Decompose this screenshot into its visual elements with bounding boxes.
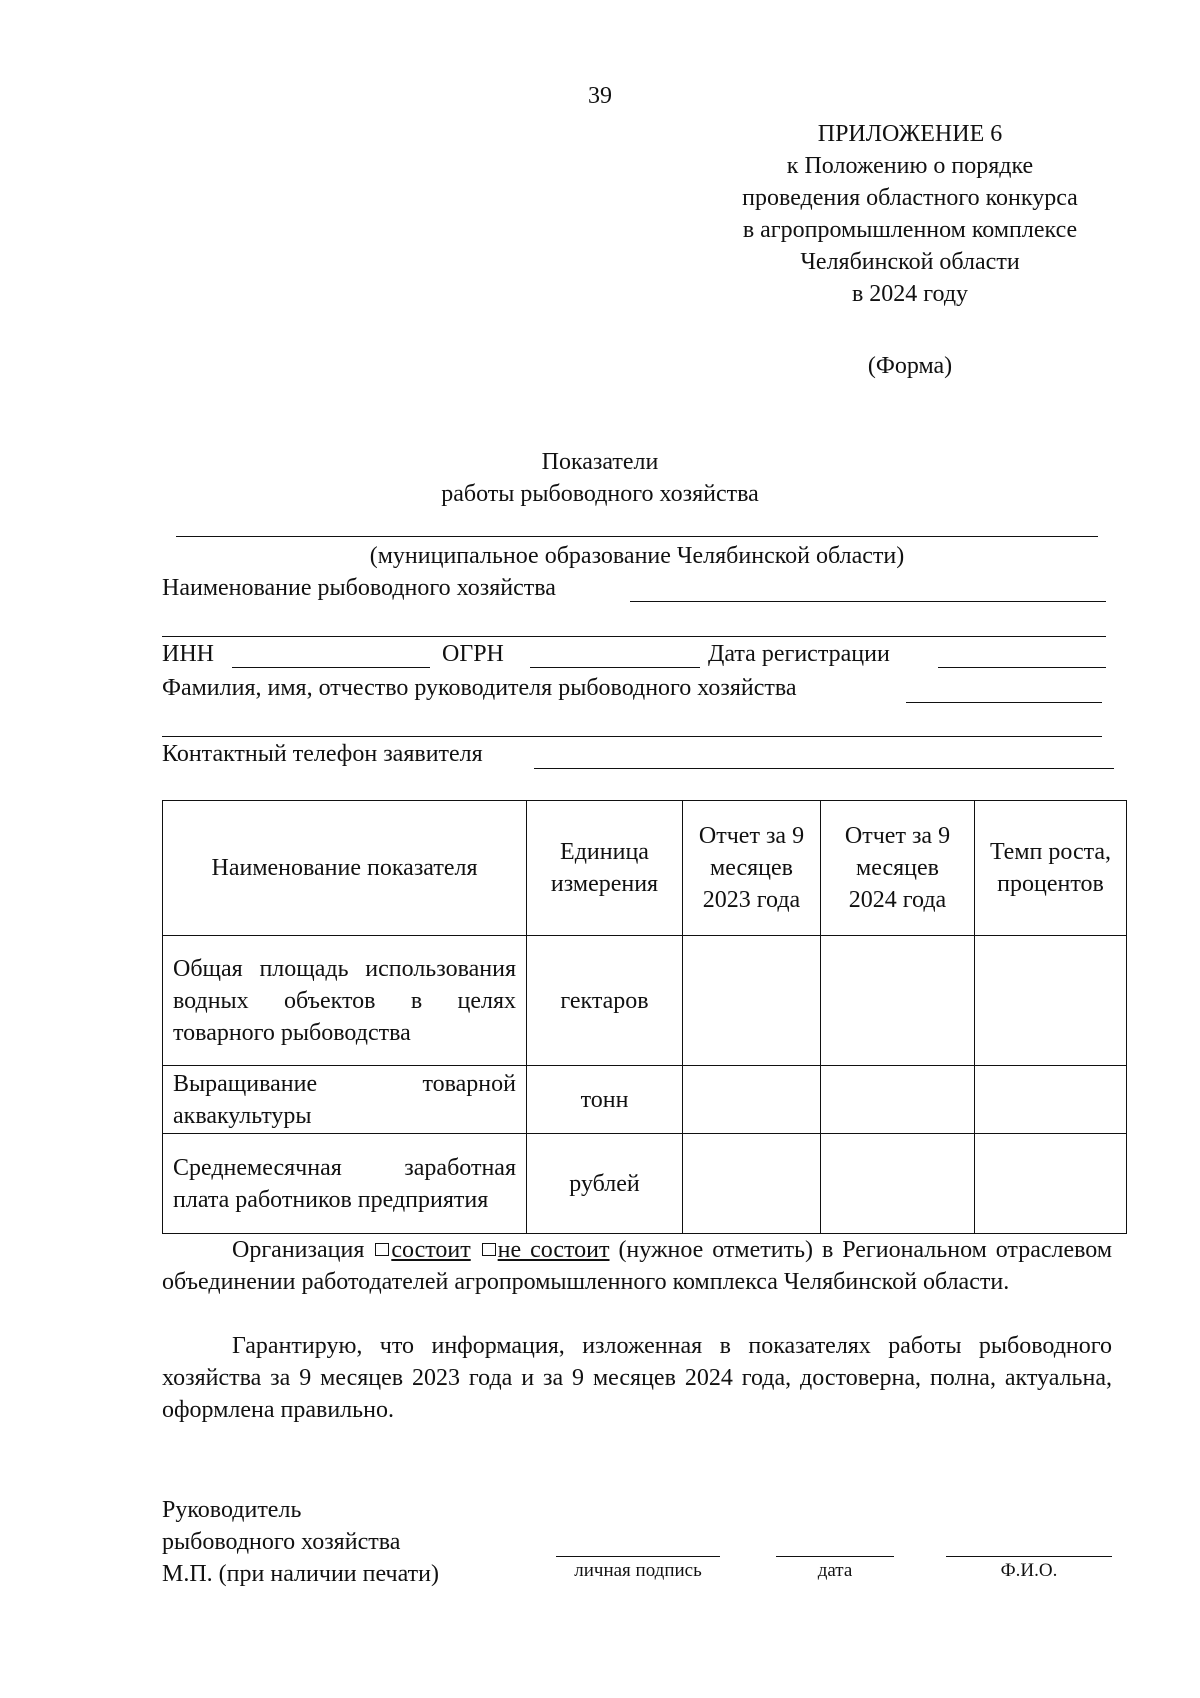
signature-caption: личная подпись — [574, 1560, 702, 1581]
checkbox-member[interactable] — [375, 1243, 389, 1256]
appendix-line: к Положению о порядке — [786, 153, 1034, 179]
ogrn-label: ОГРН — [442, 641, 504, 667]
indicator-name: Общая площадь использования водных объектов в целях товарного рыбоводства — [163, 936, 527, 1066]
municipality-caption: (муниципальное образование Челябинской области) — [369, 543, 905, 569]
header-unit: Единица измерения — [527, 801, 683, 936]
appendix-line: в 2024 году — [851, 281, 969, 307]
value-2023-cell[interactable] — [683, 936, 821, 1066]
head-name-field-line[interactable] — [906, 702, 1102, 703]
phone-label: Контактный телефон заявителя — [162, 741, 483, 767]
inn-field-line[interactable] — [232, 667, 430, 668]
page-number: 39 — [588, 83, 612, 109]
appendix-line: проведения областного конкурса — [742, 185, 1078, 211]
document-heading — [300, 446, 900, 510]
header-report-2024: Отчет за 9 месяцев 2024 года — [821, 801, 975, 936]
inn-label: ИНН — [162, 641, 214, 667]
growth-rate-cell[interactable] — [975, 1134, 1127, 1234]
table-header-row — [163, 801, 1127, 936]
indicator-unit: рублей — [527, 1134, 683, 1234]
header-growth-rate: Темп роста, процентов — [975, 801, 1127, 936]
value-2023-cell[interactable] — [683, 1066, 821, 1134]
appendix-title: ПРИЛОЖЕНИЕ 6 — [817, 121, 1003, 147]
farm-name-field-line[interactable] — [630, 601, 1106, 602]
signature-field-line[interactable] — [556, 1556, 720, 1557]
appendix-block — [700, 118, 1120, 310]
full-name-field-line[interactable] — [946, 1556, 1112, 1557]
appendix-line: Челябинской области — [800, 249, 1020, 275]
phone-field-line[interactable] — [534, 768, 1114, 769]
municipality-field-line[interactable] — [176, 536, 1098, 537]
indicator-name: Выращивание товарной аквакультуры — [163, 1066, 527, 1134]
indicator-unit: гектаров — [527, 936, 683, 1066]
head-name-label: Фамилия, имя, отчество руководителя рыбоводного хозяйства — [162, 675, 797, 701]
reg-date-field-line[interactable] — [938, 667, 1106, 668]
option-not-member-label: не состоит — [497, 1237, 610, 1263]
stamp-label: М.П. (при наличии печати) — [162, 1561, 439, 1587]
membership-suffix: (нужное отметить) в Региональном отраслевом объединении работодателей агропромышленного комплекса Челябинской области. — [162, 1237, 1113, 1295]
growth-rate-cell[interactable] — [975, 936, 1127, 1066]
growth-rate-cell[interactable] — [975, 1066, 1127, 1134]
value-2024-cell[interactable] — [821, 1134, 975, 1234]
farm-name-field-line-2[interactable] — [162, 636, 1106, 637]
table-row — [163, 936, 1127, 1066]
header-indicator-name: Наименование показателя — [163, 801, 527, 936]
date-field-line[interactable] — [776, 1556, 894, 1557]
indicator-name: Среднемесячная заработная плата работников предприятия — [163, 1134, 527, 1234]
signature-role-line-2: рыбоводного хозяйства — [162, 1529, 401, 1555]
signature-role-line-1: Руководитель — [162, 1497, 302, 1523]
date-caption: дата — [817, 1560, 853, 1581]
table-row — [163, 1134, 1127, 1234]
form-label: (Форма) — [867, 353, 953, 379]
appendix-line: в агропромышленном комплексе — [742, 217, 1078, 243]
guarantee-paragraph: Гарантирую, что информация, изложенная в показателях работы рыбоводного хозяйства за 9 месяцев 2023 года и за 9 месяцев 2024 года, достоверна, полна, актуальна, оформлена правильно. — [162, 1333, 1112, 1423]
head-name-field-line-2[interactable] — [162, 736, 1102, 737]
checkbox-not-member[interactable] — [482, 1243, 496, 1256]
table-row — [163, 1066, 1127, 1134]
indicators-table — [162, 800, 1127, 1234]
value-2024-cell[interactable] — [821, 1066, 975, 1134]
farm-name-label: Наименование рыбоводного хозяйства — [162, 575, 556, 601]
value-2024-cell[interactable] — [821, 936, 975, 1066]
heading-line-2: работы рыбоводного хозяйства — [441, 481, 759, 507]
indicator-unit: тонн — [527, 1066, 683, 1134]
value-2023-cell[interactable] — [683, 1134, 821, 1234]
header-report-2023: Отчет за 9 месяцев 2023 года — [683, 801, 821, 936]
ogrn-field-line[interactable] — [530, 667, 700, 668]
heading-line-1: Показатели — [541, 449, 659, 475]
membership-prefix: Организация — [232, 1237, 365, 1263]
option-member-label: состоит — [391, 1237, 471, 1263]
reg-date-label: Дата регистрации — [708, 641, 890, 667]
membership-paragraph — [162, 1234, 1112, 1298]
full-name-caption: Ф.И.О. — [1000, 1560, 1058, 1581]
